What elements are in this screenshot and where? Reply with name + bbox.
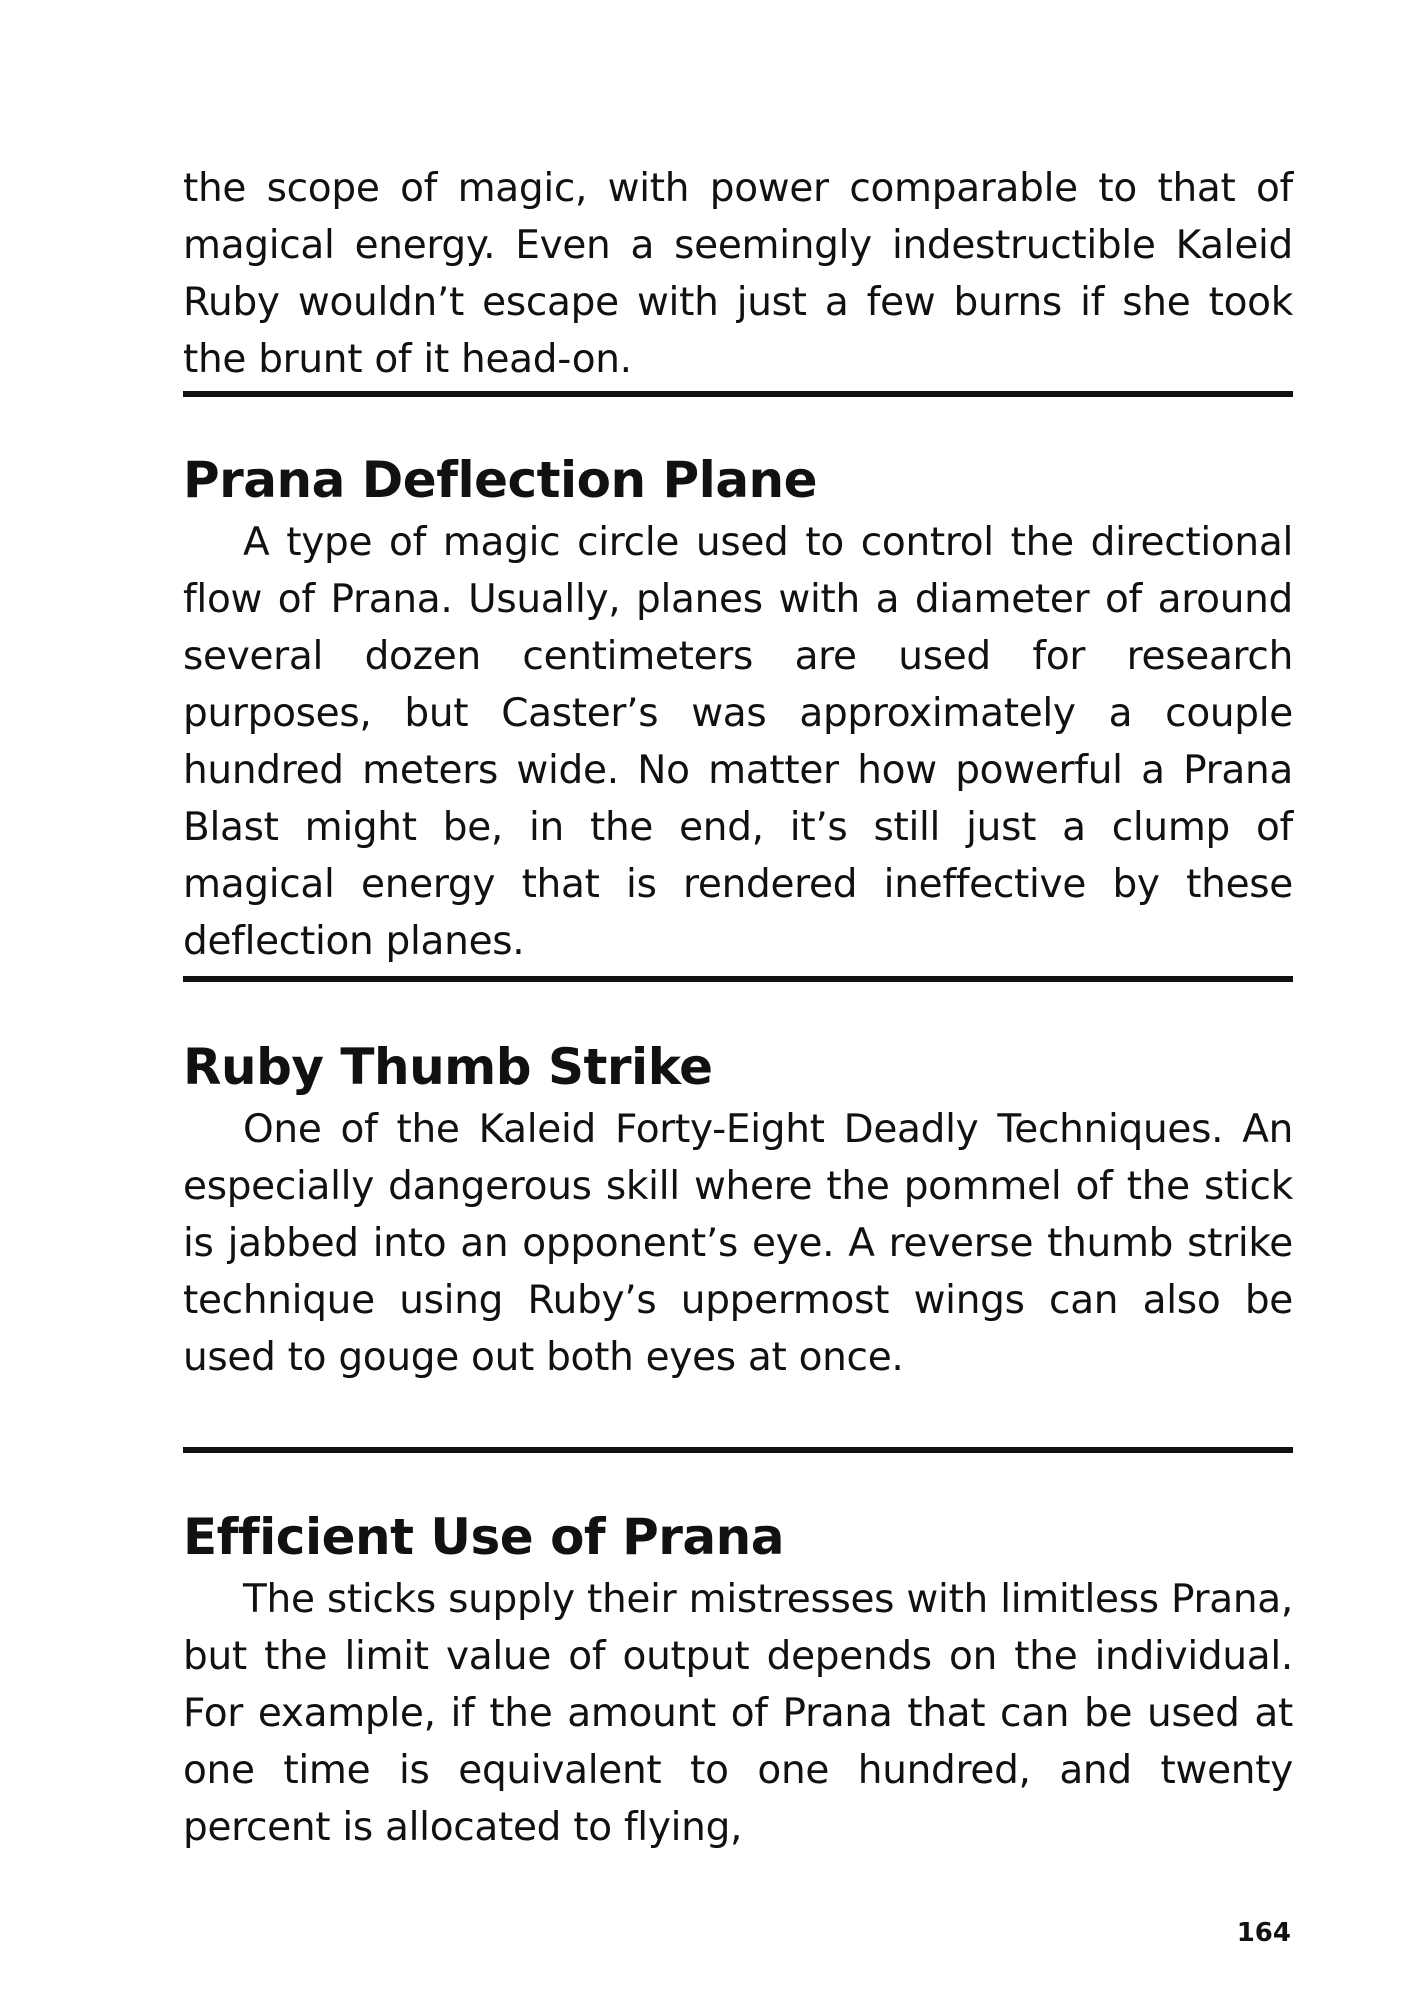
section-divider bbox=[183, 391, 1293, 397]
section-body: A type of magic circle used to control the directional flow of Prana. Usually, planes with a diameter of around several dozen centimeters are used for research purposes, but Caster’s was approximately a couple hundred meters wide. No matter how powerful a Prana Blast might be, in the end, it’s still just a clump of magical energy that is rendered ineffective by these deflection planes. bbox=[183, 520, 1293, 964]
book-page bbox=[183, 0, 1293, 2000]
section-prana-deflection-plane bbox=[183, 450, 1293, 970]
section-body: The sticks supply their mistresses with limitless Prana, but the limit value of output depends on the individual. For example, if the amount of Prana that can be used at one time is equivalent to one hundred, and twenty percent is allocated to flying, bbox=[183, 1577, 1293, 1850]
section-efficient-use-of-prana bbox=[183, 1507, 1293, 1856]
page-number: 164 bbox=[1236, 1918, 1291, 1948]
lead-paragraph: the scope of magic, with power comparable to that of magical energy. Even a seemingly indestructible Kaleid Ruby wouldn’t escape with just a few burns if she took the brunt of it head-on. bbox=[183, 166, 1293, 382]
section-divider bbox=[183, 1447, 1293, 1453]
section-ruby-thumb-strike bbox=[183, 1037, 1293, 1386]
section-title: Prana Deflection Plane bbox=[183, 451, 818, 509]
section-divider bbox=[183, 976, 1293, 982]
section-title: Efficient Use of Prana bbox=[183, 1508, 784, 1566]
section-body: One of the Kaleid Forty-Eight Deadly Techniques. An especially dangerous skill where the pommel of the stick is jabbed into an opponent’s eye. A reverse thumb strike technique using Ruby’s uppermost wings can also be used to gouge out both eyes at once. bbox=[183, 1107, 1293, 1380]
section-title: Ruby Thumb Strike bbox=[183, 1038, 713, 1096]
